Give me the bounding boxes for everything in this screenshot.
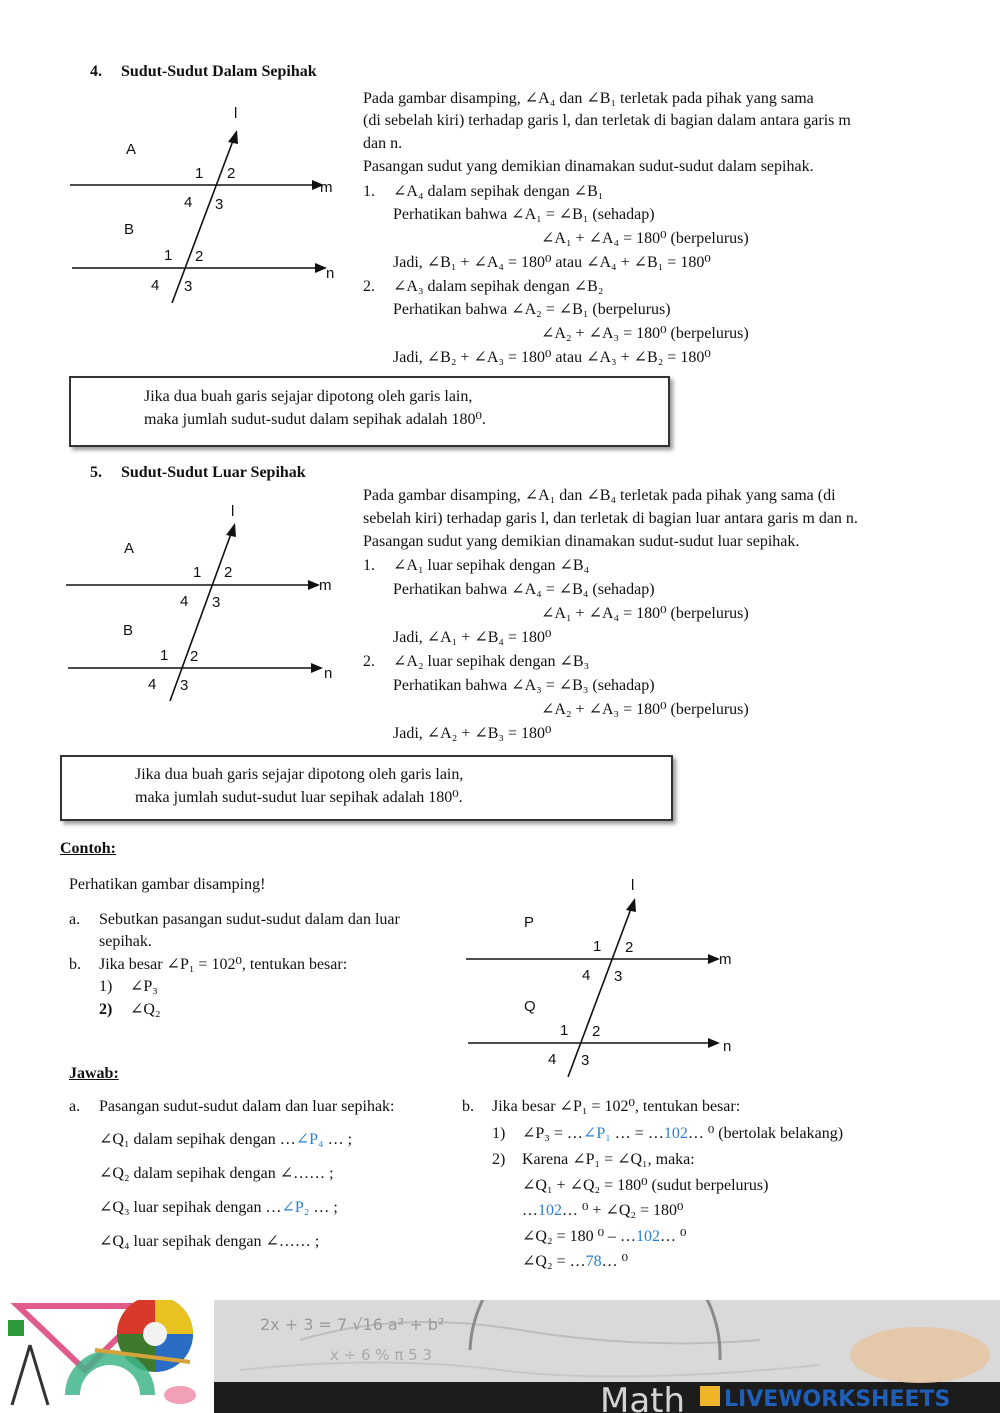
answer-b-title: Jika besar ∠P₁ = 102⁰, tentukan besar: — [492, 1098, 741, 1115]
math-tools-illustration — [0, 1300, 210, 1413]
row-text: … ; — [309, 1199, 338, 1216]
section4-figure — [62, 100, 352, 310]
svg-text:2x + 3 = 7 √16 a² + b²: 2x + 3 = 7 √16 a² + b² — [260, 1315, 445, 1334]
angle-p4: 4 — [582, 967, 591, 984]
line-l — [172, 138, 234, 303]
section5-item2-line: Perhatikan bahwa ∠A₃ = ∠B₃ (sehadap) — [393, 677, 655, 694]
angle-p1: 1 — [593, 938, 602, 955]
answer-b2-line — [522, 1199, 683, 1223]
section5-item1-line: ∠A₁ + ∠A₄ = 180⁰ (berpelurus) — [541, 605, 749, 622]
row-text[interactable]: ∠Q₂ dalam sepihak dengan ∠…… ; — [99, 1165, 334, 1182]
cube-icon — [8, 1320, 24, 1336]
jawab-label: Jawab: — [69, 1065, 119, 1082]
section4-item2-head: ∠A₃ dalam sepihak dengan ∠B₂ — [393, 278, 604, 295]
row-text: … ⁰ — [601, 1253, 628, 1270]
angle-p3: 3 — [614, 968, 623, 985]
section4-item1-number: 1. — [363, 183, 375, 200]
arrow-l — [626, 898, 636, 912]
answer-b2-head: Karena ∠P₁ = ∠Q₁, maka: — [522, 1151, 695, 1168]
answer-a-row — [99, 1128, 352, 1152]
section5-item1-head: ∠A₁ luar sepihak dengan ∠B₄ — [393, 557, 590, 574]
section4-item2-number: 2. — [363, 278, 375, 295]
arrow-l — [226, 523, 236, 537]
angle-p2: 2 — [625, 939, 634, 956]
row-text: ∠Q₃ luar sepihak dengan … — [99, 1199, 282, 1216]
label-m: m — [320, 179, 333, 196]
label-n: n — [324, 665, 333, 682]
label-point-q: Q — [524, 998, 536, 1015]
angle-b3: 3 — [180, 677, 189, 694]
question-a-line: Sebutkan pasangan sudut-sudut dalam dan luar — [99, 911, 400, 928]
label-m: m — [719, 951, 732, 968]
section4-item2-line: ∠A₂ + ∠A₃ = 180⁰ (berpelurus) — [541, 325, 749, 342]
arrow-l — [228, 130, 238, 144]
rule-line: Jika dua buah garis sejajar dipotong oleh garis lain, — [135, 766, 464, 783]
answer-b-letter: b. — [462, 1098, 474, 1115]
section4-intro-line: dan n. — [363, 135, 403, 152]
answer-blank[interactable]: 102 — [538, 1202, 562, 1219]
label-m: m — [319, 577, 332, 594]
angle-a4: 4 — [184, 194, 193, 211]
label-n: n — [326, 265, 335, 282]
question-b2-number: 2) — [99, 1001, 113, 1018]
angle-a2: 2 — [227, 165, 236, 182]
answer-b1-number: 1) — [492, 1125, 506, 1142]
angle-q3: 3 — [581, 1052, 590, 1069]
answer-blank[interactable]: ∠P₄ — [295, 1131, 324, 1148]
angle-b3: 3 — [184, 278, 193, 295]
label-l: l — [231, 503, 235, 520]
answer-a-row — [99, 1230, 319, 1254]
row-text: ∠Q₁ dalam sepihak dengan … — [99, 1131, 296, 1148]
angle-a1: 1 — [193, 564, 202, 581]
section4-number: 4. — [90, 63, 102, 80]
label-point-a: A — [126, 141, 137, 158]
row-text: … ⁰ (bertolak belakang) — [687, 1125, 844, 1142]
row-text: ∠Q₂ = … — [522, 1253, 586, 1270]
section4-intro-line: Pada gambar disamping, ∠A₄ dan ∠B₁ terletak pada pihak yang sama — [363, 90, 814, 107]
section4-item2-line: Jadi, ∠B₂ + ∠A₃ = 180⁰ atau ∠A₃ + ∠B₂ = 180⁰ — [393, 349, 711, 366]
hand-illustration — [850, 1327, 990, 1383]
row-text: ∠P₃ = … — [522, 1125, 583, 1142]
section4-item1-head: ∠A₄ dalam sepihak dengan ∠B₁ — [393, 183, 604, 200]
answer-b2-number: 2) — [492, 1151, 506, 1168]
label-l: l — [631, 877, 635, 894]
contoh-label: Contoh: — [60, 840, 117, 857]
section5-item2-number: 2. — [363, 653, 375, 670]
angle-q2: 2 — [592, 1023, 601, 1040]
section4-title: Sudut-Sudut Dalam Sepihak — [121, 63, 317, 80]
label-point-b: B — [124, 221, 135, 238]
row-text: … ; — [323, 1131, 353, 1148]
answer-blank[interactable]: 78 — [585, 1253, 602, 1270]
contoh-figure — [460, 870, 750, 1082]
section4-item1-line: ∠A₁ + ∠A₄ = 180⁰ (berpelurus) — [541, 230, 749, 247]
section4-item1-line: Jadi, ∠B₁ + ∠A₄ = 180⁰ atau ∠A₄ + ∠B₁ = 180⁰ — [393, 254, 711, 271]
row-text: … ⁰ + ∠Q₂ = 180⁰ — [562, 1202, 684, 1219]
question-a-line: sepihak. — [99, 933, 152, 950]
section5-item2-head: ∠A₂ luar sepihak dengan ∠B₃ — [393, 653, 590, 670]
section5-rule-box — [60, 755, 673, 821]
answer-blank[interactable]: ∠P₂ — [281, 1199, 310, 1216]
section5-number: 5. — [90, 464, 102, 481]
arrow-n — [708, 1038, 720, 1048]
rule-line: maka jumlah sudut-sudut luar sepihak adalah 180⁰. — [135, 789, 463, 806]
angle-b1: 1 — [160, 647, 169, 664]
answer-a-title: Pasangan sudut-sudut dalam dan luar sepihak: — [99, 1098, 395, 1115]
row-text: … — [522, 1202, 538, 1219]
row-text: … ⁰ — [659, 1228, 687, 1245]
section5-title: Sudut-Sudut Luar Sepihak — [121, 464, 306, 481]
answer-a-letter: a. — [69, 1098, 81, 1115]
label-point-p: P — [524, 914, 535, 931]
angle-a3: 3 — [212, 594, 221, 611]
angle-a3: 3 — [215, 196, 224, 213]
section5-intro-line: Pada gambar disamping, ∠A₁ dan ∠B₄ terletak pada pihak yang sama (di — [363, 487, 836, 504]
section4-intro-line: Pasangan sudut yang demikian dinamakan sudut-sudut dalam sepihak. — [363, 158, 814, 175]
brand-text: LIVEWORKSHEETS — [724, 1387, 951, 1412]
angle-q4: 4 — [548, 1051, 557, 1068]
svg-text:x ÷ 6 % π 5 3: x ÷ 6 % π 5 3 — [330, 1346, 432, 1364]
math-word: Math — [600, 1381, 686, 1413]
angle-b2: 2 — [195, 248, 204, 265]
label-point-a: A — [124, 540, 135, 557]
section5-item1-line: Jadi, ∠A₁ + ∠B₄ = 180⁰ — [393, 629, 552, 646]
angle-b2: 2 — [190, 648, 199, 665]
angle-a1: 1 — [195, 165, 204, 182]
answer-b2-line: ∠Q₁ + ∠Q₂ = 180⁰ (sudut berpelurus) — [522, 1177, 769, 1194]
liveworksheets-logo-icon — [700, 1386, 720, 1406]
answer-blank[interactable]: ∠P₁ — [582, 1125, 611, 1142]
row-text: ∠Q₂ = 180 ⁰ – … — [522, 1228, 636, 1245]
answer-a-row — [99, 1162, 334, 1186]
label-point-b: B — [123, 622, 134, 639]
section4-intro-line: (di sebelah kiri) terhadap garis l, dan terletak di bagian dalam antara garis m — [363, 112, 851, 129]
question-b-letter: b. — [69, 956, 81, 973]
angle-b4: 4 — [151, 277, 160, 294]
line-l — [568, 906, 632, 1077]
chalkboard-photo — [214, 1300, 1000, 1413]
angle-a2: 2 — [224, 564, 233, 581]
question-a-letter: a. — [69, 911, 81, 928]
question-b1-text: ∠P₃ — [130, 978, 158, 995]
line-l — [170, 531, 232, 701]
question-b1-number: 1) — [99, 978, 113, 995]
section5-item2-line: Jadi, ∠A₂ + ∠B₃ = 180⁰ — [393, 725, 552, 742]
answer-blank[interactable]: 102 — [663, 1125, 688, 1142]
section5-item1-number: 1. — [363, 557, 375, 574]
answer-blank[interactable]: 102 — [635, 1228, 660, 1245]
angle-a4: 4 — [180, 593, 189, 610]
answer-a-row — [99, 1196, 338, 1220]
section4-item1-line: Perhatikan bahwa ∠A₁ = ∠B₁ (sehadap) — [393, 206, 655, 223]
label-l: l — [234, 105, 238, 122]
answer-b2-line — [522, 1225, 686, 1249]
footer-banner — [0, 1300, 1000, 1413]
angle-b4: 4 — [148, 676, 157, 693]
section4-rule-box — [69, 376, 670, 447]
row-text[interactable]: ∠Q₄ luar sepihak dengan ∠…… ; — [99, 1233, 320, 1250]
section4-item2-line: Perhatikan bahwa ∠A₂ = ∠B₁ (berpelurus) — [393, 301, 671, 318]
question-b2-text: ∠Q₂ — [130, 1001, 161, 1018]
answer-b1-row — [522, 1122, 843, 1146]
answer-b2-line — [522, 1250, 628, 1274]
section5-item1-line: Perhatikan bahwa ∠A₄ = ∠B₄ (sehadap) — [393, 581, 655, 598]
rule-line: Jika dua buah garis sejajar dipotong oleh garis lain, — [144, 388, 473, 405]
angle-q1: 1 — [560, 1022, 569, 1039]
label-n: n — [723, 1038, 732, 1055]
rule-line: maka jumlah sudut-sudut dalam sepihak adalah 180⁰. — [144, 411, 486, 428]
eraser-icon — [164, 1386, 196, 1404]
arrow-n — [311, 663, 323, 673]
section5-figure — [60, 498, 350, 710]
angle-b1: 1 — [164, 247, 173, 264]
contoh-intro: Perhatikan gambar disamping! — [69, 876, 266, 893]
question-b-text: Jika besar ∠P₁ = 102⁰, tentukan besar: — [99, 956, 348, 973]
row-text: … = … — [610, 1125, 664, 1142]
section5-item2-line: ∠A₂ + ∠A₃ = 180⁰ (berpelurus) — [541, 701, 749, 718]
section5-intro-line: Pasangan sudut yang demikian dinamakan sudut-sudut luar sepihak. — [363, 533, 800, 550]
section5-intro-line: sebelah kiri) terhadap garis l, dan terletak di bagian luar antara garis m dan n. — [363, 510, 858, 527]
